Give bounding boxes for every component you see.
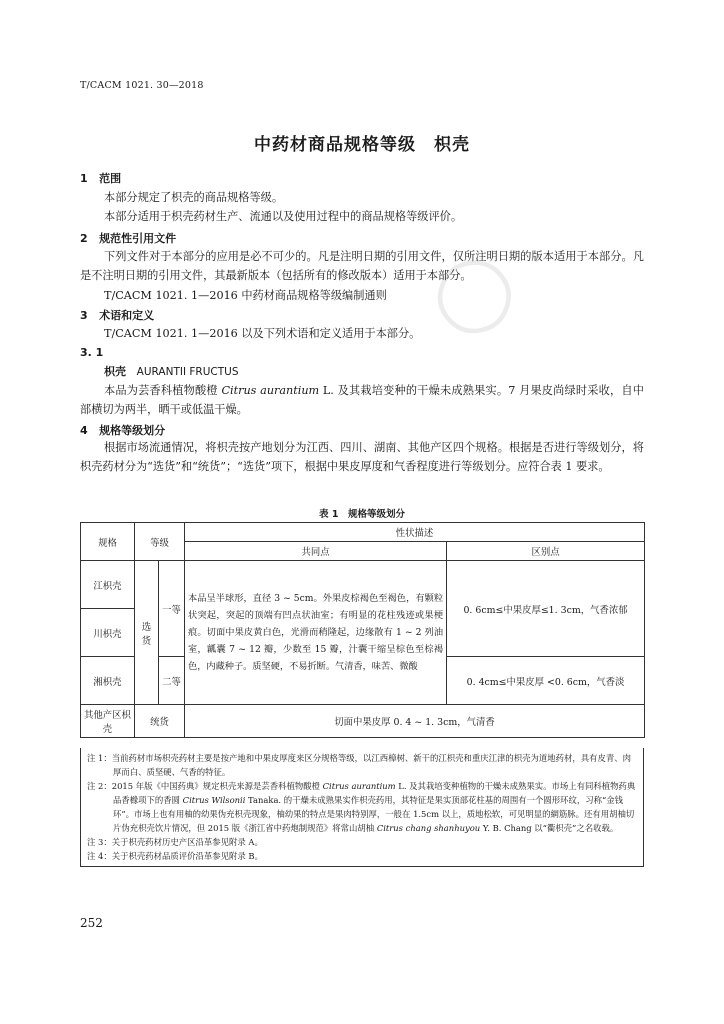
spec-jiangxi: 江枳壳 (81, 561, 135, 609)
term-latin: AURANTII FRUCTUS (136, 366, 239, 378)
section-4-heading (80, 422, 165, 438)
note-text: 注 2：2015 年版《中国药典》规定枳壳来源是芸香科植物酸橙 (87, 781, 323, 791)
standard-number-header: T/CACM 1021. 30—2018 (80, 80, 204, 91)
grade-spec-table (80, 522, 645, 738)
other-description: 切面中果皮厚 0. 4 ~ 1. 3cm，气清香 (185, 705, 645, 738)
page-number: 252 (80, 916, 103, 930)
section-number: 2 (80, 232, 88, 245)
section-1-paragraph-1: 本部分规定了枳壳的商品规格等级。 (104, 191, 284, 204)
watermark-decoration: ◯ (412, 233, 529, 351)
term-chinese: 枳壳 (104, 365, 126, 378)
term-definition (80, 381, 644, 419)
definition-text: L. 及其栽培变种的干燥未成熟果实。7 月果皮尚绿时采收，自中部横切为两半，晒干或低温干燥。 (80, 384, 644, 416)
section-2-paragraph-1: 下列文件对于本部分的应用是必不可少的。凡是注明日期的引用文件，仅所注明日期的版本适用于本部分。凡是不注明日期的引用文件，其最新版本（包括所有的修改版本）适用于本部分。 (80, 250, 644, 282)
diff-grade-1: 0. 6cm≤中果皮厚≤1. 3cm，气香浓郁 (447, 561, 645, 657)
section-4-paragraph-1: 根据市场流通情况，将枳壳按产地划分为江西、四川、湖南、其他产区四个规格。根据是否进行等级划分，将枳壳药材分为“选货”和“统货”；“选货”项下，根据中果皮厚度和气香程度进行等级划分。应符合表 1 要求。 (80, 441, 644, 473)
header-diff: 区别点 (447, 542, 645, 561)
section-number: 1 (80, 172, 88, 185)
header-spec: 规格 (81, 523, 135, 561)
note-text: Y. B. Chang 以“衢枳壳”之名收载。 (480, 823, 619, 833)
section-2-reference: T/CACM 1021. 1—2016 中药材商品规格等级编制通则 (104, 289, 387, 302)
common-description: 本品呈半球形，直径 3 ~ 5cm。外果皮棕褐色至褐色，有颗粒状突起，突起的顶端有凹点状油室；有明显的花柱残迹或果梗痕。切面中果皮黄白色，光滑而稍隆起，边缘散有 1 ~ 2 列油室，瓤囊 7 ~ 12 瓣，少数至 15 瓣，汁囊干缩呈棕色至棕褐色，内藏种子。质坚硬，不易折断。气清香，味苦、微酸 (185, 561, 447, 705)
table-caption: 表 1 规格等级划分 (319, 509, 405, 520)
section-title: 规格等级划分 (99, 424, 166, 437)
section-1-heading (80, 170, 121, 186)
section-1-paragraph-2: 本部分适用于枳壳药材生产、流通以及使用过程中的商品规格等级评价。 (104, 210, 463, 223)
section-2-heading (80, 230, 176, 246)
page-title: 中药材商品规格等级 枳壳 (254, 135, 470, 155)
subsection-3-1-number: 3. 1 (80, 346, 104, 359)
note-latin-name: Citrus aurantium (322, 781, 396, 791)
diff-grade-2: 0. 4cm≤中果皮厚 <0. 6cm，气香淡 (447, 657, 645, 705)
grade-xuanhuo: 选货 (135, 561, 159, 705)
header-traits: 性状描述 (185, 523, 645, 542)
note-2 (87, 779, 637, 835)
spec-other-region: 其他产区枳壳 (81, 705, 135, 738)
note-latin-name: Citrus chang shanhuyou (376, 823, 481, 833)
grade-tonghuo: 统货 (135, 705, 185, 738)
note-latin-name: Citrus Wilsonii (182, 795, 246, 805)
table-notes (80, 748, 644, 867)
section-number: 4 (80, 424, 88, 437)
spec-sichuan: 川枳壳 (81, 609, 135, 657)
grade-first: 一等 (159, 561, 185, 657)
note-text: L. 及其栽培变种植物的干燥未成熟果实。市场上有同科植物药典品香橼项下的香圆 (113, 781, 636, 805)
definition-text: 本品为芸香科植物酸橙 (104, 384, 222, 397)
spec-hunan: 湘枳壳 (81, 657, 135, 705)
section-3-paragraph-1: T/CACM 1021. 1—2016 以及下列术语和定义适用于本部分。 (104, 327, 421, 340)
definition-latin-name: Citrus aurantium (221, 384, 320, 397)
section-3-heading (80, 307, 154, 323)
header-grade: 等级 (135, 523, 185, 561)
header-common: 共同点 (185, 542, 447, 561)
section-title: 术语和定义 (99, 309, 155, 322)
note-1: 注 1：当前药材市场枳壳药材主要是按产地和中果皮厚度来区分规格等级，以江西樟树、新干的江枳壳和重庆江津的枳壳为道地药材，具有皮青、肉厚而白、质坚硬、气香的特征。 (87, 753, 631, 777)
section-title: 规范性引用文件 (99, 232, 177, 245)
grade-second: 二等 (159, 657, 185, 705)
note-text: Tanaka. 的干燥未成熟果实作枳壳药用，其特征是果实顶部花柱基的周围有一个圆形环纹，习称“金钱环”。市场上也有用柚的幼果伪充枳壳现象，柚幼果的特点是果肉特别厚，一般在 1.5cm 以上，质地松软，可见明显的網筋脉。还有用胡柚切片伪充枳壳饮片情况，但 2015 版《浙江省中药炮制规范》将常山胡柚 (113, 795, 635, 833)
term-entry (104, 362, 239, 382)
section-title: 范围 (99, 172, 122, 185)
note-3: 注 3：关于枳壳药材历史产区沿革参见附录 A。 (87, 837, 263, 847)
note-4: 注 4：关于枳壳药材品质评价沿革参见附录 B。 (87, 851, 263, 861)
section-number: 3 (80, 309, 88, 322)
